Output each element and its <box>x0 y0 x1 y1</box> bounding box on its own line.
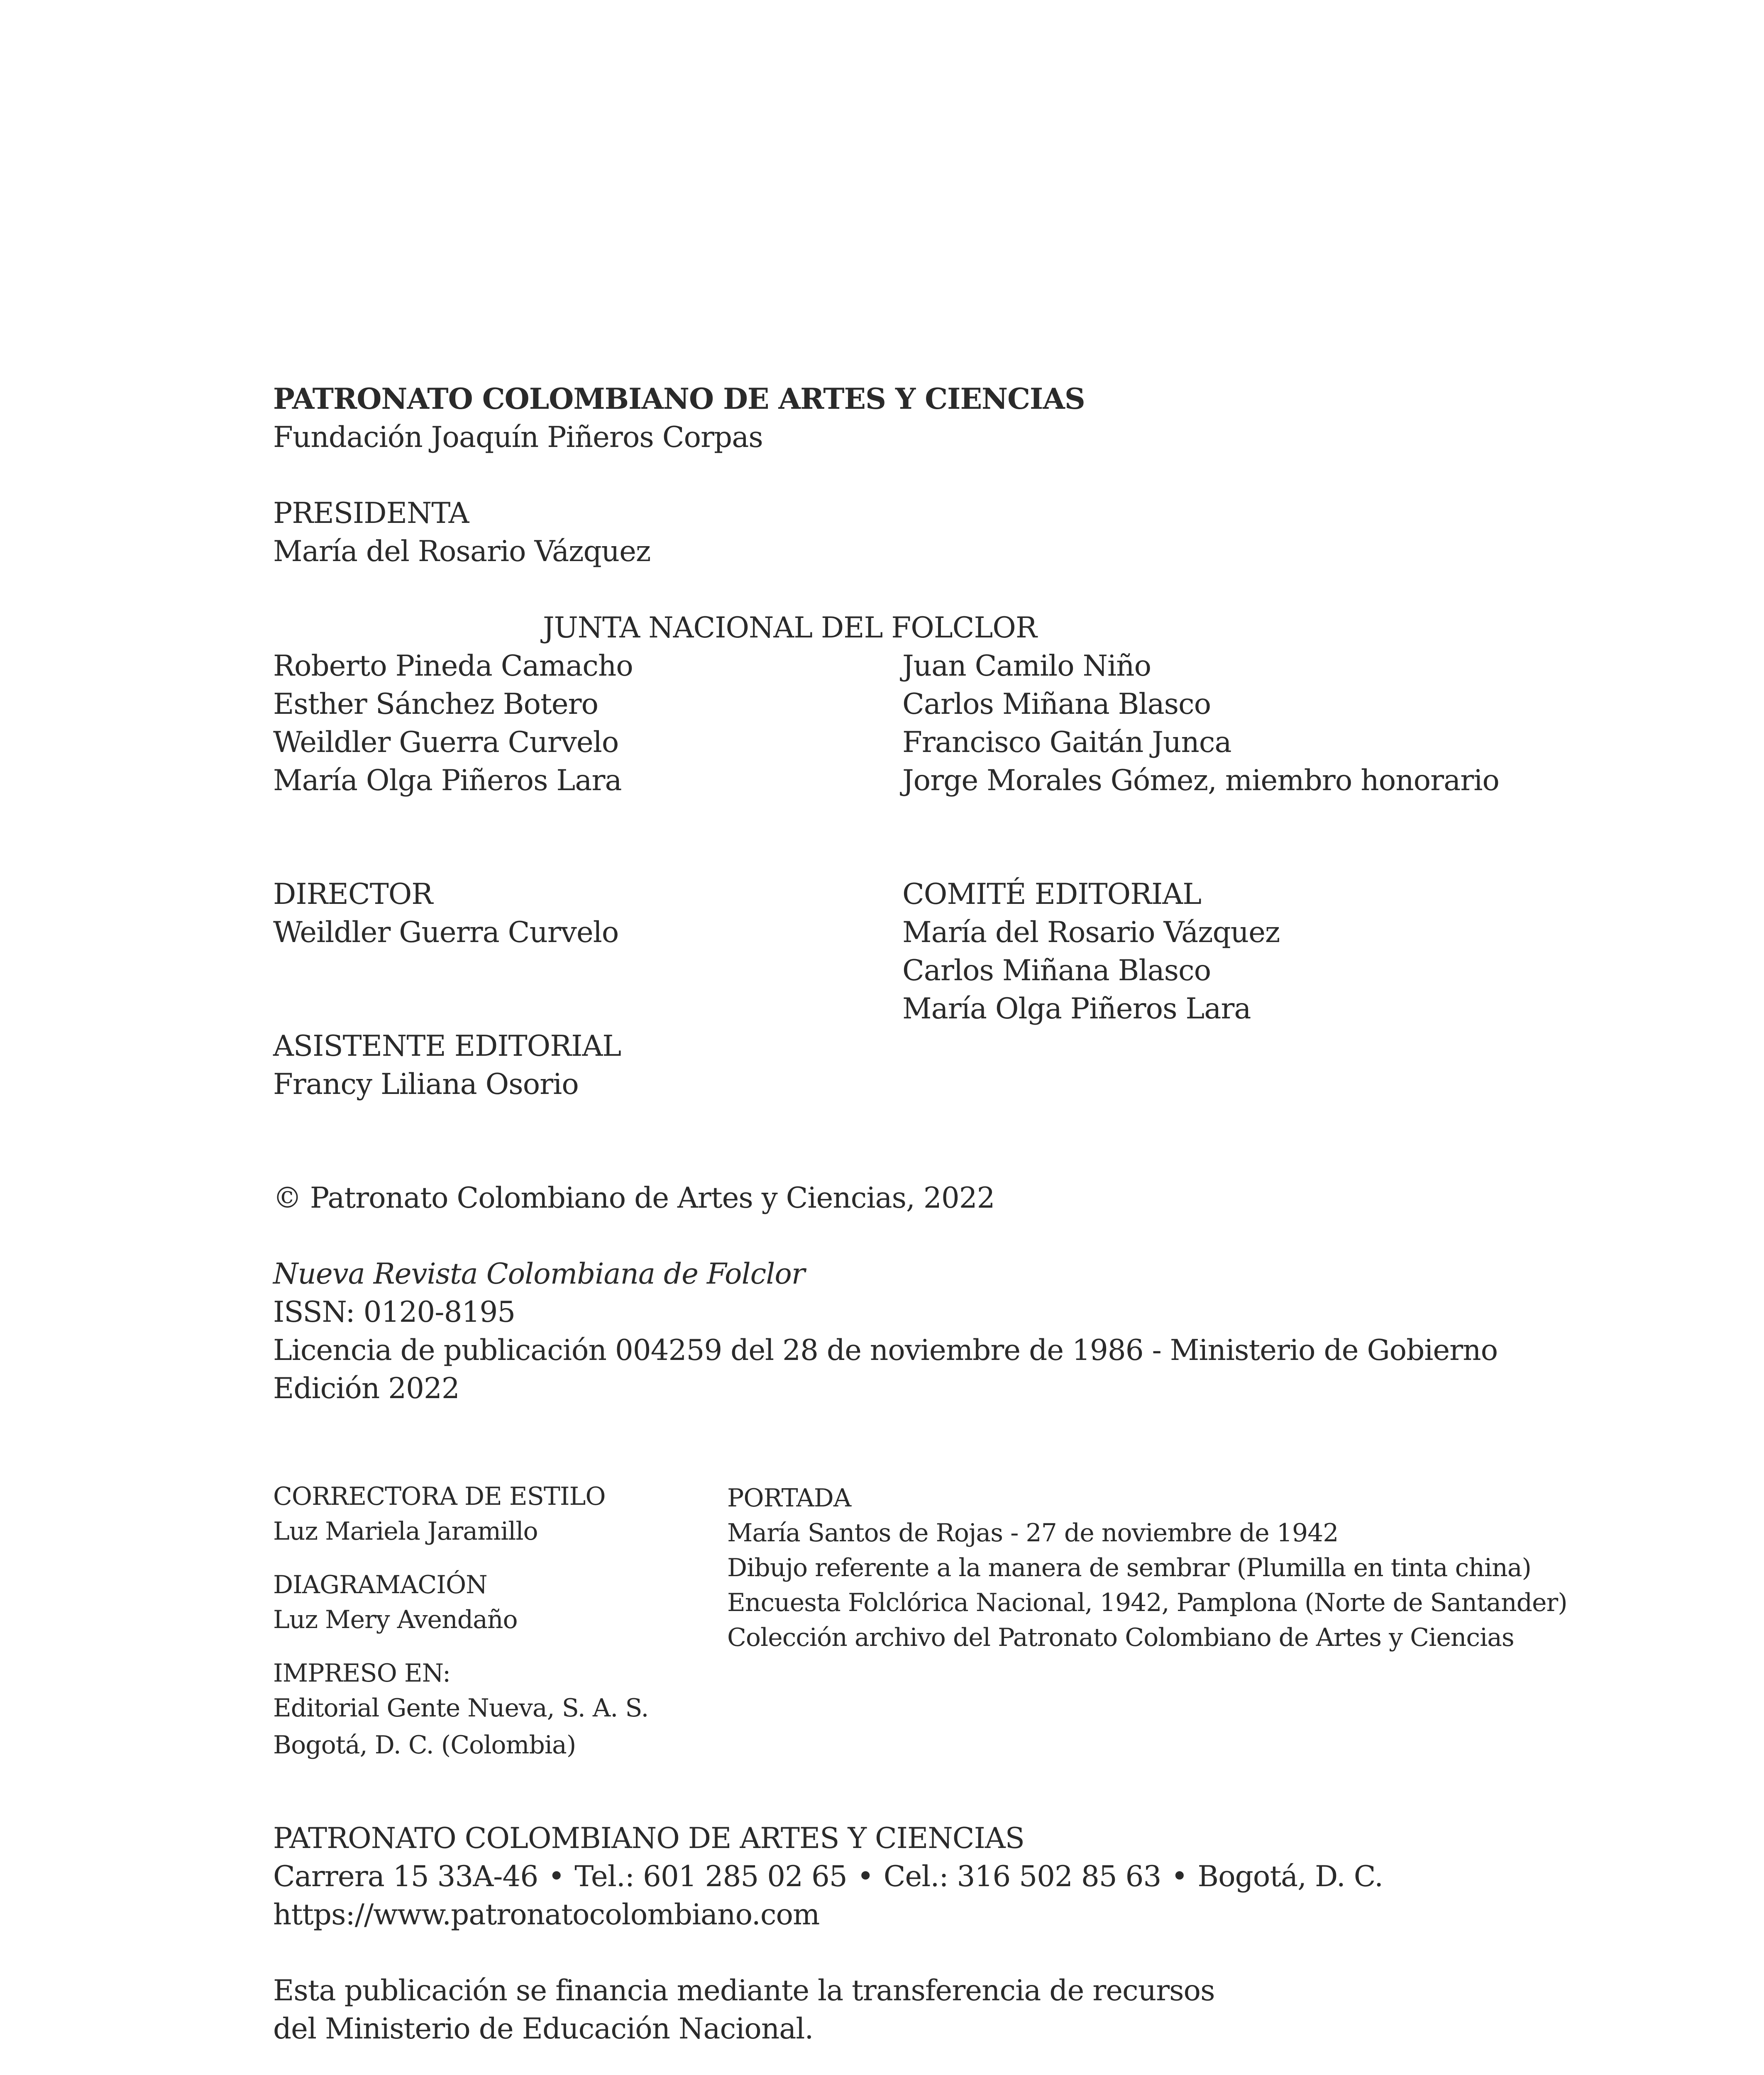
bullet-separator: • <box>548 1860 565 1893</box>
publication-title: Nueva Revista Colombiana de Folclor <box>273 1257 805 1291</box>
layout-heading: DIAGRAMACIÓN <box>273 1570 487 1599</box>
contact-org-name: PATRONATO COLOMBIANO DE ARTES Y CIENCIAS <box>273 1822 1024 1855</box>
board-member: Jorge Morales Gómez, miembro honorario <box>902 764 1499 797</box>
foundation-name: Fundación Joaquín Piñeros Corpas <box>273 421 763 454</box>
copyright-notice: © Patronato Colombiano de Artes y Ciencias, 2022 <box>273 1182 995 1215</box>
board-member: Juan Camilo Niño <box>902 649 1151 683</box>
org-name-heading: PATRONATO COLOMBIANO DE ARTES Y CIENCIAS <box>273 382 1085 416</box>
board-member: Francisco Gaitán Junca <box>902 726 1231 759</box>
style-editor-name: Luz Mariela Jaramillo <box>273 1517 538 1546</box>
contact-address: Carrera 15 33A-46 <box>273 1860 538 1893</box>
printed-heading: IMPRESO EN: <box>273 1659 451 1688</box>
board-member: Weildler Guerra Curvelo <box>273 726 619 759</box>
printer-city: Bogotá, D. C. (Colombia) <box>273 1731 576 1760</box>
board-member: Esther Sánchez Botero <box>273 688 599 721</box>
funding-note: del Ministerio de Educación Nacional. <box>273 2012 814 2046</box>
cover-line: María Santos de Rojas - 27 de noviembre de 1942 <box>727 1518 1339 1548</box>
edition: Edición 2022 <box>273 1372 459 1405</box>
president-name: María del Rosario Vázquez <box>273 535 651 568</box>
cover-heading: PORTADA <box>727 1484 851 1513</box>
style-editor-heading: CORRECTORA DE ESTILO <box>273 1482 606 1511</box>
president-heading: PRESIDENTA <box>273 497 469 530</box>
publication-license: Licencia de publicación 004259 del 28 de noviembre de 1986 - Ministerio de Gobierno <box>273 1334 1498 1367</box>
cover-line: Colección archivo del Patronato Colombiano de Artes y Ciencias <box>727 1623 1514 1652</box>
committee-member: María del Rosario Vázquez <box>902 916 1280 949</box>
printer-name: Editorial Gente Nueva, S. A. S. <box>273 1694 649 1723</box>
contact-city: Bogotá, D. C. <box>1197 1860 1383 1893</box>
editorial-committee-heading: COMITÉ EDITORIAL <box>902 878 1201 911</box>
committee-member: Carlos Miñana Blasco <box>902 954 1211 987</box>
issn: ISSN: 0120-8195 <box>273 1296 516 1329</box>
director-name: Weildler Guerra Curvelo <box>273 916 619 949</box>
contact-phone: Tel.: 601 285 02 65 <box>574 1860 847 1893</box>
bullet-separator: • <box>857 1860 874 1893</box>
board-member: Roberto Pineda Camacho <box>273 649 633 683</box>
editorial-assistant-heading: ASISTENTE EDITORIAL <box>273 1030 621 1063</box>
committee-member: María Olga Piñeros Lara <box>902 992 1251 1025</box>
director-heading: DIRECTOR <box>273 878 433 911</box>
board-heading: JUNTA NACIONAL DEL FOLCLOR <box>543 611 1037 644</box>
layout-designer-name: Luz Mery Avendaño <box>273 1605 518 1634</box>
contact-line <box>273 1858 1383 1896</box>
cover-line: Encuesta Folclórica Nacional, 1942, Pamplona (Norte de Santander) <box>727 1588 1567 1617</box>
bullet-separator: • <box>1171 1860 1188 1893</box>
board-member: Carlos Miñana Blasco <box>902 688 1211 721</box>
editorial-assistant-name: Francy Liliana Osorio <box>273 1068 579 1101</box>
funding-note: Esta publicación se financia mediante la transferencia de recursos <box>273 1974 1215 2007</box>
board-member: María Olga Piñeros Lara <box>273 764 622 797</box>
cover-line: Dibujo referente a la manera de sembrar (Plumilla en tinta china) <box>727 1553 1531 1582</box>
contact-mobile: Cel.: 316 502 85 63 <box>883 1860 1161 1893</box>
website-link[interactable]: https://www.patronatocolombiano.com <box>273 1898 820 1931</box>
